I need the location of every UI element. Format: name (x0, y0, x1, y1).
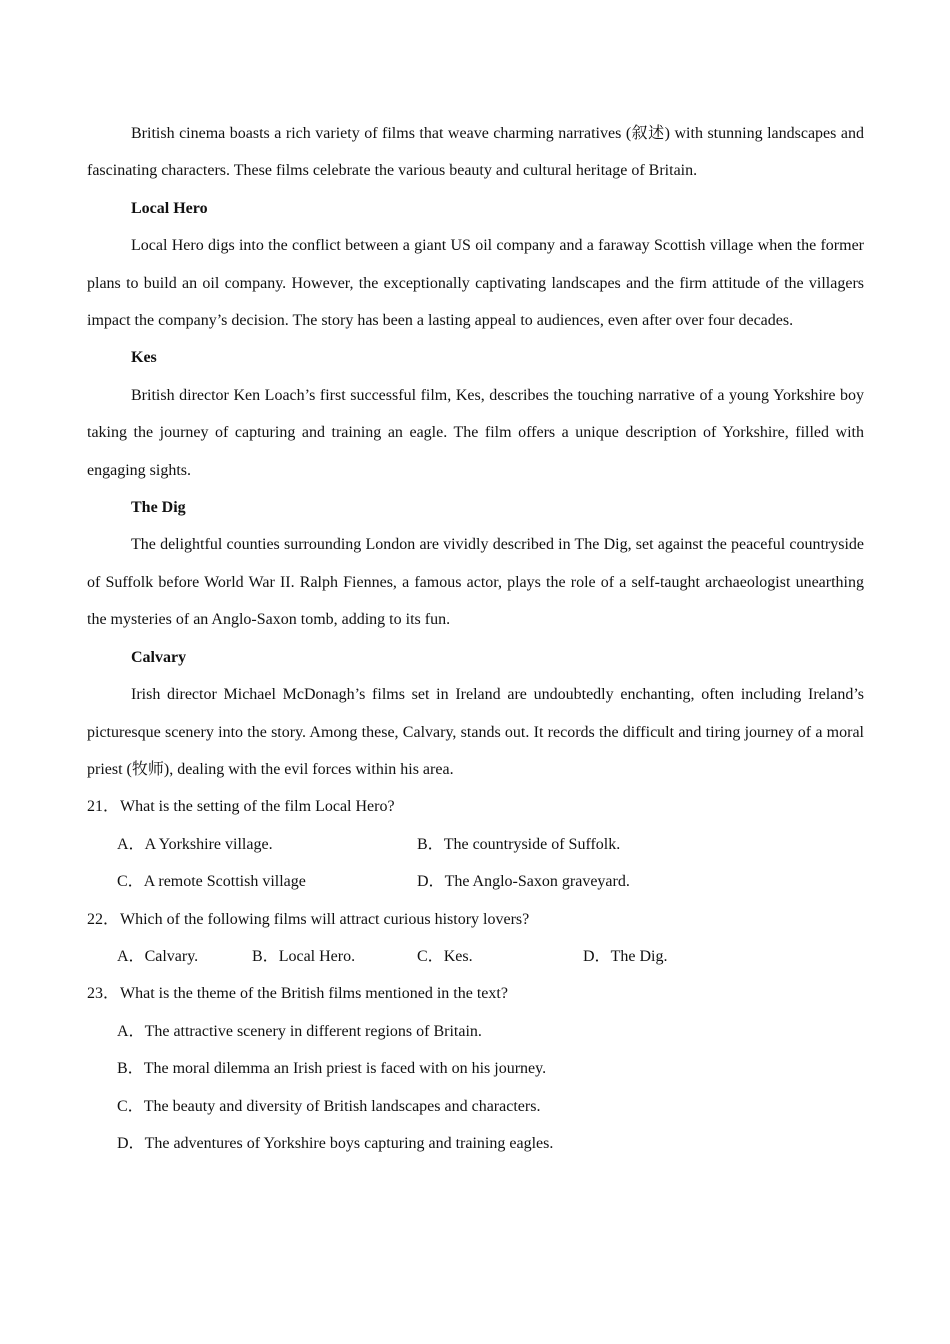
option-c[interactable] (117, 863, 306, 900)
question-text: What is the setting of the film Local Hero? (120, 798, 395, 816)
question-text: What is the theme of the British films mentioned in the text? (120, 985, 508, 1003)
option-text: A Yorkshire village. (144, 835, 273, 853)
question-21 (87, 788, 864, 825)
options-row (87, 938, 864, 975)
option-a[interactable] (87, 1013, 864, 1050)
option-d[interactable] (583, 938, 667, 975)
question-text: Which of the following films will attract curious history lovers? (120, 910, 530, 928)
option-text: Calvary. (144, 947, 199, 965)
option-text: The attractive scenery in different regions of Britain. (144, 1022, 482, 1040)
document-page (87, 115, 864, 1162)
option-d[interactable] (417, 863, 630, 900)
option-text: Kes. (443, 947, 473, 965)
option-text: The Anglo-Saxon graveyard. (444, 873, 630, 891)
option-letter: C． (117, 873, 144, 891)
option-text: The countryside of Suffolk. (443, 835, 621, 853)
option-a[interactable] (117, 938, 198, 975)
option-text: The beauty and diversity of British landscapes and characters. (143, 1097, 541, 1115)
section-text-local-hero: Local Hero digs into the conflict between a giant US oil company and a faraway Scottish village when the former plans to build an oil company. However, the exceptionally captivating landscapes and the firm attitude of the villagers impact the company’s decision. The story has been a lasting appeal to audiences, even after over four decades. (87, 237, 864, 330)
section-heading-calvary: Calvary (131, 648, 187, 666)
option-letter: A． (117, 835, 145, 853)
option-letter: D． (417, 873, 445, 891)
option-letter: A． (117, 1022, 145, 1040)
option-b[interactable] (252, 938, 355, 975)
option-a[interactable] (117, 826, 273, 863)
option-letter: B． (117, 1060, 144, 1078)
intro-paragraph: British cinema boasts a rich variety of films that weave charming narratives (叙述) with stunning landscapes and fascinating characters. These films celebrate the various beauty and cultural heritage of Britain. (87, 125, 864, 180)
section-heading-the-dig: The Dig (131, 499, 186, 517)
option-c[interactable] (417, 938, 473, 975)
option-letter: B． (252, 947, 279, 965)
question-23 (87, 975, 864, 1012)
options-row (87, 826, 864, 863)
option-letter: C． (417, 947, 444, 965)
section-text-the-dig: The delightful counties surrounding London are vividly described in The Dig, set against the peaceful countryside of Suffolk before World War II. Ralph Fiennes, a famous actor, plays the role of a self-taught archaeologist unearthing the mysteries of an Anglo-Saxon tomb, adding to its fun. (87, 536, 864, 629)
section-heading-kes: Kes (131, 349, 157, 367)
option-text: The moral dilemma an Irish priest is faced with on his journey. (143, 1060, 547, 1078)
option-d[interactable] (87, 1125, 864, 1162)
option-b[interactable] (417, 826, 620, 863)
option-text: The Dig. (610, 947, 668, 965)
section-heading-local-hero: Local Hero (131, 199, 208, 217)
option-letter: B． (417, 835, 444, 853)
option-b[interactable] (87, 1050, 864, 1087)
question-number: 23． (87, 985, 120, 1003)
option-text: A remote Scottish village (143, 873, 306, 891)
section-text-calvary: Irish director Michael McDonagh’s films set in Ireland are undoubtedly enchanting, often including Ireland’s picturesque scenery into the story. Among these, Calvary, stands out. It records the difficult and tiring journey of a moral priest (牧师), dealing with the evil forces within his area. (87, 686, 864, 778)
section-text-kes: British director Ken Loach’s first successful film, Kes, describes the touching narrative of a young Yorkshire boy taking the journey of capturing and training an eagle. The film offers a unique description of Yorkshire, filled with engaging sights. (87, 386, 864, 479)
option-letter: C． (117, 1097, 144, 1115)
option-c[interactable] (87, 1088, 864, 1125)
option-text: Local Hero. (278, 947, 356, 965)
option-letter: D． (117, 1134, 145, 1152)
option-text: The adventures of Yorkshire boys capturing and training eagles. (144, 1134, 554, 1152)
option-letter: D． (583, 947, 611, 965)
options-row (87, 863, 864, 900)
question-number: 22． (87, 910, 120, 928)
option-letter: A． (117, 947, 145, 965)
question-22 (87, 901, 864, 938)
question-number: 21． (87, 798, 120, 816)
